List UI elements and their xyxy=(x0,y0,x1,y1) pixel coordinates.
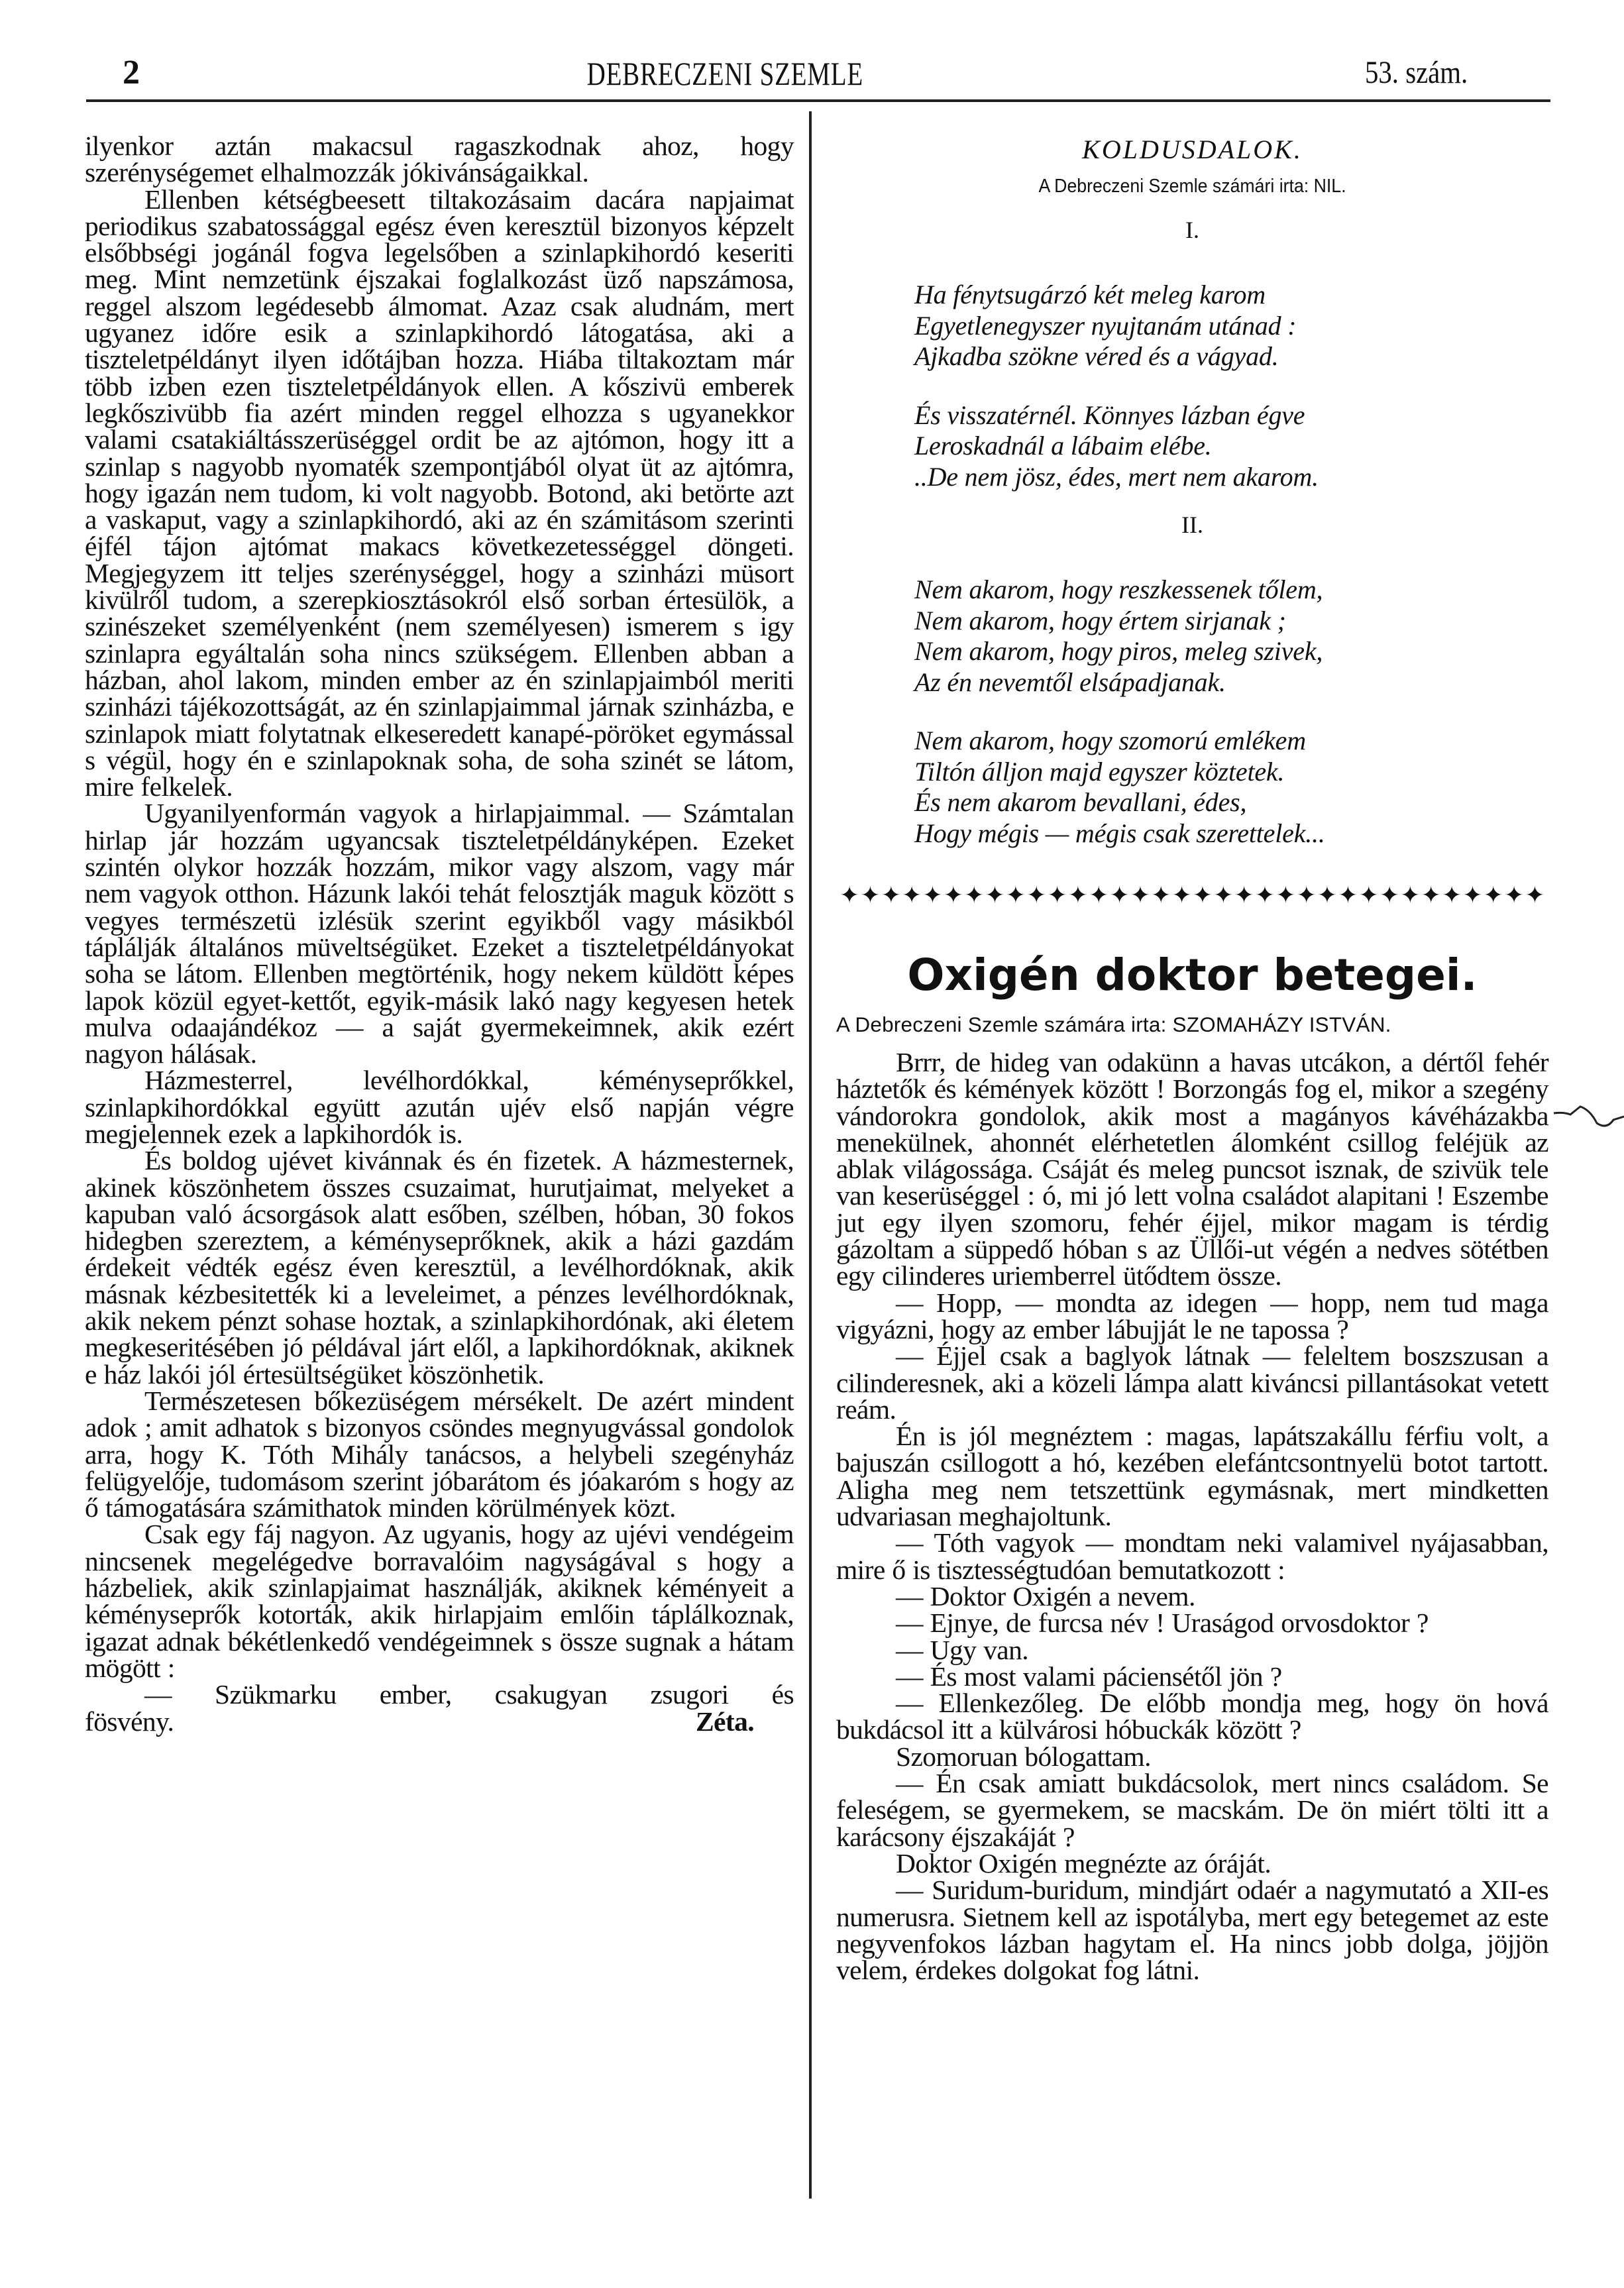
paragraph: Természetesen bőkezüségem mérsékelt. De azért mindent adok ; amit adhatok s bizonyos csöndes megnyugvással gondolok arra, hogy K. Tóth Mihály tanácsos, a helybeli szegényház felügyelője, tudomásom szerint jóbarátom és jóakaróm s hogy az ő támogatására számithatok minden körülmények közt. xyxy=(85,1385,794,1523)
four-pointed-star-icon: ✦ xyxy=(943,882,963,908)
four-pointed-star-icon: ✦ xyxy=(1317,882,1338,908)
paragraph: — Suridum-buridum, mindjárt odaér a nagymutató a XII-es numerusra. Sietnem kell az ispotályba, mert egy betegemet az este negyvenfokos lázban hagytam el. Ha nincs jobb dolga, jöjjön velem, érdekes dolgokat fog látni. xyxy=(836,1875,1548,1986)
four-pointed-star-icon: ✦ xyxy=(1026,882,1047,908)
four-pointed-star-icon: ✦ xyxy=(1234,882,1254,908)
four-pointed-star-icon: ✦ xyxy=(1483,882,1503,908)
four-pointed-star-icon: ✦ xyxy=(922,882,943,908)
paragraph: Házmesterrel, levélhordókkal, kéményseprőkkel, szinlapkihordókkal együtt azután ujév első napján végre megjelennek ezek a lapkihordók is. xyxy=(85,1065,794,1149)
four-pointed-star-icon: ✦ xyxy=(1213,882,1234,908)
story-body xyxy=(836,1047,1548,1986)
paragraph: Ugyanilyenformán vagyok a hirlapjaimmal. — Számtalan hirlap jár hozzám ugyancsak tiszteletpéldányképen. Ezeket szintén olykor hozzák hozzám, mikor vagy alszom, vagy már nem vagyok otthon. Házunk lakói tehát felosztják maguk között s vegyes természetü izlésük szerint egyikből vagy másikból táplálják általános müveltségüket. Ezeket a tiszteletpéldányokat soha se látom. Ellenben megtörténik, hogy nekem küldött képes lapok közül egyet-kettőt, egyik-másik lakó nagy kegyesen hetek mulva odaajándékoz — a saját gyermekeimnek, akik ezért nagyon hálásak. xyxy=(85,798,794,1069)
paragraph: ilyenkor aztán makacsul ragaszkodnak ahoz, hogy szerénységemet elhalmozzák jókivánságaikkal. xyxy=(85,131,794,188)
four-pointed-star-icon: ✦ xyxy=(1130,882,1150,908)
four-pointed-star-icon: ✦ xyxy=(985,882,1005,908)
paragraph: — Tóth vagyok — mondtam neki valamivel nyájasabban, mire ő is tisztességtudóan bemutatkozott : xyxy=(836,1527,1548,1585)
story-title: Oxigén doktor betegei. xyxy=(907,950,1478,1001)
closing-word: fösvény. xyxy=(85,1706,174,1737)
four-pointed-star-icon: ✦ xyxy=(1421,882,1441,908)
verse-line: És visszatérnél. Könnyes lázban égve xyxy=(914,400,1305,430)
stanza xyxy=(914,726,1548,849)
verse-line: Nem akarom, hogy szomorú emlékem xyxy=(914,726,1306,755)
paragraph: Csak egy fáj nagyon. Az ugyanis, hogy az ujévi vendégeim nincsenek megelégedve borravalóim nagyságával s hogy a házbeliek, akik szinlapjaimat használják, akiknek kéményeit a kéményseprők kotorták, akik hirlapjaim emlőin táplálkoznak, igazat adnak békétlenkedő vendégeimnek s össze sugnak a hátam mögött : xyxy=(85,1519,794,1683)
four-pointed-star-icon: ✦ xyxy=(1525,882,1545,908)
four-pointed-star-icon: ✦ xyxy=(1254,882,1275,908)
verse-line: Tiltón álljon majd egyszer köztetek. xyxy=(914,756,1285,787)
four-pointed-star-icon: ✦ xyxy=(860,882,881,908)
verse-line: Nem akarom, hogy piros, meleg szivek, xyxy=(914,636,1323,666)
four-pointed-star-icon: ✦ xyxy=(1462,882,1483,908)
stanza xyxy=(914,400,1548,493)
four-pointed-star-icon: ✦ xyxy=(902,882,922,908)
left-column xyxy=(85,133,794,1735)
paragraph: — Szükmarku ember, csakugyan zsugori és xyxy=(144,1679,794,1710)
four-pointed-star-icon: ✦ xyxy=(1109,882,1130,908)
masthead-text: DEBRECZENI SZEMLE xyxy=(586,55,863,92)
four-pointed-star-icon: ✦ xyxy=(1047,882,1067,908)
four-pointed-star-icon: ✦ xyxy=(1400,882,1421,908)
paragraph: — Hopp, — mondta az idegen — hopp, nem tud maga vigyázni, hogy az ember lábujját le ne tapossa ? xyxy=(836,1287,1548,1344)
margin-scribble xyxy=(1550,1100,1624,1133)
four-pointed-star-icon: ✦ xyxy=(1358,882,1379,908)
poem-section-numeral: II. xyxy=(1181,512,1203,538)
author-signature: Zéta. xyxy=(695,1706,754,1737)
four-pointed-star-icon: ✦ xyxy=(1379,882,1400,908)
four-pointed-star-icon: ✦ xyxy=(1441,882,1462,908)
column-divider xyxy=(809,111,812,2199)
stanza xyxy=(914,574,1548,698)
paragraph: Ellenben kétségbeesett tiltakozásaim dacára napjaimat periodikus szabatossággal egész éven keresztül bizonyos képzelt elsőbbségi jogánál fogva legelsőben a szinlapkihordó keseriti meg. Mint nemzetünk éjszakai foglalkozást üző napszámosa, reggel alszom legédesebb álmomat. Azaz csak aludnám, mert ugyanez időre esik a szinlapkihordó látogatása, aki a tiszteletpéldányt ilyen időtájban hozza. Hiába tiltakoztam már több izben ezen tiszteletpéldányok ellen. A kőszivü emberek legkőszivübb fia azért minden reggel elhozza s ugyanekkor valami csatakiáltásszerüséggel ordit be az ajtómon, hogy itt a szinlap s nagyobb nyomaték szempontjából olyat üt az ajtómra, hogy igazán nem tudom, ki volt nagyobb. Botond, aki betörte azt a vaskaput, vagy a szinlapkihordó, aki az én számitásom szerinti éjfél tájon ajtómat makacs következetességgel döngeti. Megjegyzem itt teljes szerénységgel, hogy a szinházi müsort kivülről tudom, a szerepkiosztásokról első sorban értesülök, a szinészeket személyenként (nem személyesen) ismerem s igy szinlapra egyáltalán soha nincs szükségem. Ellenben abban a házban, ahol lakom, minden ember az én szinlapjaimból meriti szinházi tájékozottságát, az én szinlapjaimmal járnak szinházba, e szinlapok miatt folytatnak elkeseredett kanapé-pöröket egymással s végül, hogy én e szinlapoknak soha, de soha szinét se látom, mire felkelek. xyxy=(85,184,794,802)
page-header xyxy=(0,0,1624,99)
four-pointed-star-icon: ✦ xyxy=(964,882,985,908)
four-pointed-star-icon: ✦ xyxy=(1151,882,1171,908)
four-pointed-star-icon: ✦ xyxy=(1338,882,1358,908)
paragraph: — Ellenkezőleg. De előbb mondja meg, hogy ön hová bukdácsol itt a külvárosi hóbuckák között ? xyxy=(836,1688,1548,1745)
verse-line: Ajkadba szökne véred és a vágyad. xyxy=(914,341,1279,371)
four-pointed-star-icon: ✦ xyxy=(1089,882,1109,908)
poem-title: KOLDUSDALOK. xyxy=(1082,135,1303,164)
four-pointed-star-icon: ✦ xyxy=(1504,882,1525,908)
right-column xyxy=(836,133,1548,1986)
poem-section-numeral: I. xyxy=(1185,217,1199,243)
four-pointed-star-icon: ✦ xyxy=(1296,882,1317,908)
paragraph: Én is jól megnéztem : magas, lapátszakállu férfiu volt, a bajuszán csillogott a hó, kezében elefántcsontnyelü botot tartott. Aligha meg nem tetszettünk egymásnak, mert mindketten udvariasan meghajoltunk. xyxy=(836,1421,1548,1532)
verse-line: Leroskadnál a lábaim elébe. xyxy=(914,431,1212,461)
four-pointed-star-icon: ✦ xyxy=(881,882,901,908)
paragraph: És boldog ujévet kivánnak és én fizetek. A házmesternek, akinek köszönhetem összes csuzaimat, hurutjaimat, melyeket a kapuban való ácsorgások alatt esőben, szélben, hóban, 30 fokos hidegben szereztem, a kéményseprőknek, akik a házi gazdám érdekeit védték egész éven keresztül, a levélhordóknak, akik másnak kézbesitették ki a leveleimet, a pénzes levélhordóknak, akik nekem pénzt sohase hoztak, a szinlapkihordónak, aki életem megkeseritésében jó példával járt elől, a lapkihordóknak, akiknek e ház lakói jól értesültségüket köszönhetik. xyxy=(85,1145,794,1389)
verse-line: Ha fénytsugárzó két meleg karom xyxy=(914,280,1266,309)
verse-line: Az én nevemtől elsápadjanak. xyxy=(914,667,1226,697)
four-pointed-star-icon: ✦ xyxy=(1005,882,1026,908)
paragraph: — Ejnye, de furcsa név ! Uraságod orvosdoktor ? xyxy=(896,1607,1429,1639)
four-pointed-star-icon: ✦ xyxy=(839,882,860,908)
issue-number: 53. szám. xyxy=(1365,55,1468,90)
stanza xyxy=(914,280,1548,372)
paragraph: — Éjjel csak a baglyok látnak — feleltem boszszusan a cilinderesnek, aki a közeli lámpa alatt kiváncsi pillantásokat vetett reám. xyxy=(836,1340,1548,1425)
paragraph: — Én csak amiatt bukdácsolok, mert nincs családom. Se feleségem, se gyermekem, se macskám. De ön miért tölti itt a karácsony éjszakáját ? xyxy=(836,1768,1548,1852)
paragraph: Brrr, de hideg van odakünn a havas utcákon, a dértől fehér háztetők és kémények között ! Borzongás fog el, mikor a szegény vándorokra gondolok, akik most a magányos kávéházakba menekülnek, ahonnét elérhetetlen álomként csillog feléjük az ablak világossága. Csáját és meleg puncsot isznak, de szivük tele van keserüséggel : ó, mi jó lett volna családot alapitani ! Eszembe jut egy ilyen szomoru, fehér éjjel, mikor magam is térdig gázoltam a süppedő hóban s az Üllői-ut végén a nedves sötétben egy cilinderes uriemberrel ütődtem össze. xyxy=(836,1047,1548,1291)
verse-line: Nem akarom, hogy értem sirjanak ; xyxy=(914,605,1286,635)
page-number: 2 xyxy=(123,54,140,91)
ornament-divider xyxy=(836,882,1548,908)
poem-byline: A Debreczeni Szemle számári irta: NIL. xyxy=(1038,176,1346,197)
verse-line: Nem akarom, hogy reszkessenek tőlem, xyxy=(914,574,1323,604)
paragraph: Szomoruan bólogattam. xyxy=(896,1741,1151,1772)
paragraph: — Ugy van. xyxy=(896,1634,1029,1665)
masthead-title xyxy=(159,54,1426,93)
story-byline: A Debreczeni Szemle számára irta: SZOMAHÁZY ISTVÁN. xyxy=(836,1012,1391,1036)
verse-line: ..De nem jösz, édes, mert nem akarom. xyxy=(914,461,1319,492)
paragraph: — És most valami páciensétől jön ? xyxy=(896,1661,1282,1692)
four-pointed-star-icon: ✦ xyxy=(1275,882,1296,908)
paragraph: — Doktor Oxigén a nevem. xyxy=(896,1580,1195,1611)
verse-line: Hogy mégis — mégis csak szerettelek... xyxy=(914,818,1325,848)
verse-line: Egyetlenegyszer nyujtanám utánad : xyxy=(914,310,1297,341)
four-pointed-star-icon: ✦ xyxy=(1171,882,1192,908)
header-rule xyxy=(86,99,1550,102)
four-pointed-star-icon: ✦ xyxy=(1067,882,1088,908)
verse-line: És nem akarom bevallani, édes, xyxy=(914,787,1247,817)
four-pointed-star-icon: ✦ xyxy=(1192,882,1213,908)
closing-line xyxy=(85,1708,794,1735)
paragraph: Doktor Oxigén megnézte az óráját. xyxy=(896,1847,1272,1879)
